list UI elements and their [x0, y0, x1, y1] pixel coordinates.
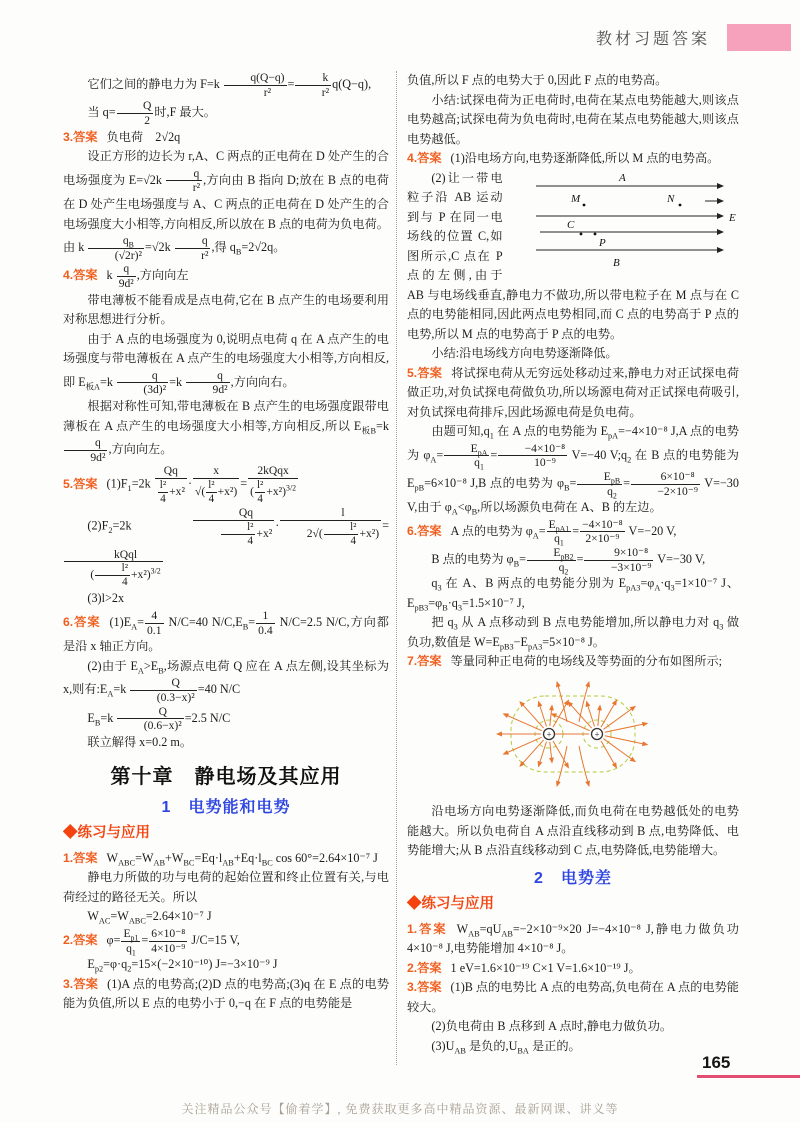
answer-label: 5.答案 [407, 365, 443, 380]
left-column [63, 71, 397, 1065]
answer-paragraph: 6.答案 $(1)E_A=$ $\frac{4}{0.1}$ N/C=40 $N/C,E_B=$ $\frac{1}{0.4}$ N/C=2.5 N/C,方向都是沿 x 轴正方向。 [63, 608, 389, 654]
figure-container [407, 676, 739, 799]
paragraph: 联立解得 x=0.2 m。 [87, 734, 193, 749]
page-header [596, 24, 791, 51]
paragraph: 带电薄板不能看成是点电荷,它在 B 点产生的电场要利用对称思想进行分析。 [63, 292, 389, 327]
answer-label: 1.答案 [63, 850, 98, 865]
svg-text:+: + [546, 729, 552, 740]
svg-text:A: A [619, 171, 626, 184]
paragraph: 它们之间的静电力为 F=k $\frac{q(Q-q)}{\text{r²}}$ = $\frac{k}{\text{r²}}$ q(Q−q), [87, 71, 372, 99]
answer-label: 3.答案 [63, 129, 98, 144]
paragraph: $q_3$ 在 A、B 两点的电势能分别为 $E_{pA3}=\varphi_A\cdot q_3=1\times 10^{-7}$ J、$E_{pB3}=\varphi_B\cdot q_3=1.5\times 10^{-7}$ J, [407, 576, 739, 613]
svg-text:B: B [613, 256, 620, 269]
paragraph: 由题可知$,q_1$ 在 A 点的电势能为 $E_{pA}=-4\times 10^{-8}$ J,A 点的电势为 $\varphi_A=$ $\frac{E_{pA}}{q_1}$ = $\frac{\text{−4×10⁻⁸}}{\text{10⁻⁹}}$ V=−40 $V;q_2$ 在 B 点的电势能为 $E_{pB}=6\times 10^{-8}$ J,B 点的电势为 $\varphi_B=$ $\frac{E_{pB}}{q_2}$ = $\frac{\text{6×10⁻⁸}}{\text{−2×10⁻⁹}}$ V=−30 V,由于 $\varphi_A<\varphi_B$,所以场源负电荷在 A、B 的左边。 [407, 424, 739, 517]
answer-label: 3.答案 [63, 976, 99, 991]
paragraph: 根据对称性可知,带电薄板在 B 点产生的电场强度跟带电薄板在 A 点产生的电场强度大小相等,方向相反,所以 $E_{板B}=k$ $\frac{q}{\text{9d²}}$ ,方向向左。 [63, 399, 389, 464]
answer-label: 2.答案 [407, 960, 442, 975]
paragraph: 小结:试探电荷为正电荷时,电荷在某点电势能越大,则该点电势越高;试探电荷为负电荷时,电荷在某点电势能越大,则该点电势越低。 [407, 92, 739, 146]
svg-text:C: C [567, 218, 575, 231]
paragraph: A M N E C P B (2)让一带电粒子沿 AB 运动到与 P 在同一电场线的位置 C,如图所示,C 点在 P 点的左侧,由于 AB 与电场线垂直,静电力不做功,所以带电粒子在 M 点与在 C 点的电势能相同,因此两点电势相同,而 C 点的电势高于 P 点的电势,所以 M 点的电势高于 P 点的电势。 [407, 170, 739, 341]
exercise-subheading: ◆练习与应用 [63, 825, 150, 842]
answer-paragraph: 3.答案 (1)A 点的电势高;(2)D 点的电势高;(3)q 在 E 点的电势能为负值,所以 E 点的电势小于 0,−q 在 F 点的电势能是 [63, 976, 390, 1011]
answer-label: 2.答案 [63, 932, 98, 947]
paragraph: (2)由于 $E_A>E_B$,场源点电荷 Q 应在 A 点左侧,设其坐标为 x,则有$:E_A=k$ $\frac{Q}{\text{(0.3−x)²}}$ =40 N/C [63, 658, 390, 704]
page-header-title: 教材习题答案 [595, 31, 710, 48]
paragraph: $W_{AC}=W_{ABC}=2.64\times 10^{-7}$ J [87, 909, 212, 926]
answer-label: 6.答案 [63, 614, 101, 629]
paragraph: 静电力所做的功与电荷的起始位置和终止位置有关,与电荷经过的路径无关。所以 [63, 870, 389, 904]
svg-text:M: M [571, 192, 581, 205]
paragraph: 负值,所以 F 点的电势大于 0,因此 F 点的电势高。 [407, 73, 668, 87]
paragraph: B 点的电势为 $\varphi_B=$ $\frac{E_{pB2}}{q_2}$ = $\frac{\text{9×10⁻⁸}}{\text{−3×10⁻⁹}}$ V=−30 V, [431, 546, 706, 577]
answer-paragraph: 7.答案 等量同种正电荷的电场线及等势面的分布如图所示; [407, 654, 723, 669]
paragraph: $(3)U_{AB}$ 是负的$,U_{BA}$ 是正的。 [431, 1038, 581, 1056]
answer-label: 5.答案 [63, 477, 98, 492]
header-accent-box [727, 24, 791, 51]
paragraph: 设正方形的边长为 r,A、C 两点的正电荷在 D 处产生的合电场强度为 E=√2k $\frac{q}{\text{r²}}$ ,方向由 B 指向 D;放在 B 点的电荷在 D 处产生电场强度与 A、C 两点的正电荷在 D 处产生的合电场强度大小相等,方向相反,所以放在 B 点的电荷为负电荷。由 k $\frac{q_B}{\text{(√2r)²}}$ =√2k $\frac{q}{\text{r²}}$ ,得 $q_B=2√2q$。 [63, 149, 389, 262]
paragraph: $E_{p2}=\varphi\cdot q_2=15\times(-2\times 10^{-10})$ J=−3×10⁻⁹ J [87, 957, 278, 974]
answer-label: 1.答案 [407, 921, 448, 936]
answer-paragraph: 1.答案 $W_{AB}=qU_{AB}=-2\times 10^{-9}\times 20$ J=−4×10⁻⁸ J,静电力做负功 4×10⁻⁸ J,电势能增加 4×10⁻⁸ J。 [407, 921, 739, 956]
paragraph: 由于 A 点的电场强度为 0,说明点电荷 q 在 A 点产生的电场强度与带电薄板在 A 点产生的电场强度大小相等,方向相反,即 $E_{板A}=k$ $\frac{q}{\text{(3d)²}}$ =k $\frac{q}{\text{9d²}}$ ,方向向右。 [63, 331, 389, 397]
answer-label: 3.答案 [407, 980, 442, 995]
answer-paragraph: 2.答案 1 eV=1.6×10⁻¹⁹ C×1 V=1.6×10⁻¹⁹ J。 [407, 960, 641, 975]
answer-paragraph: 2.答案 φ= $\frac{E_{p1}}{q_1}$ = $\frac{\text{6×10⁻⁸}}{\text{4×10⁻⁹}}$ J/C=15 V, [63, 926, 240, 957]
answer-paragraph: 1.答案 $W_{ABC}=W_{AB}+W_{BC}=Eq\cdot l_{AB}+Eq\cdot l_{BC}$ cos 60°=2.64×10⁻⁷ J [63, 850, 378, 868]
answer-paragraph: 6.答案 A 点的电势为 $\varphi_A=$ $\frac{E_{pA1}}{q_1}$ = $\frac{\text{−4×10⁻⁸}}{\text{2×10⁻⁹}}$ V=−20 V, [407, 517, 677, 548]
footer-note: 关注精品公众号【偷着学】, 免费获取更多高中精品资源、最新网课、讲义等 [181, 1102, 619, 1116]
page-number: 165 [697, 1053, 800, 1078]
paragraph: (3)l>2x [87, 591, 125, 606]
floated-figure [509, 171, 739, 276]
answer-paragraph: 5.答案 将试探电荷从无穷远处移动过来,静电力对正试探电荷做正功,对负试探电荷做负功,所以场源电荷对正试探电荷吸引,对负试探电荷排斥,因此场源电荷是负电荷。 [407, 365, 739, 419]
answer-label: 6.答案 [407, 523, 442, 538]
paragraph: (2)负电荷由 B 点移到 A 点时,静电力做负功。 [431, 1019, 673, 1034]
answer-label: 4.答案 [407, 151, 442, 165]
answer-paragraph: 4.答案 (1)沿电场方向,电势逐渐降低,所以 M 点的电势高。 [407, 151, 720, 165]
section-title: 1 电势能和电势 [161, 798, 291, 816]
paragraph: $(2)F_2=2k$ Qq $\frac{\text{l²}}{4}$ +x² · l 2√( $\frac{\text{l²}}{4}$ +x²) = kQql ( $\frac{\text{l²}}{4}$ +x²)$^{3/2}$ [63, 506, 389, 589]
page-content [63, 71, 739, 1065]
answer-label: 7.答案 [407, 654, 442, 669]
field-lines-diagram [533, 171, 739, 269]
equal-charges-figure [483, 676, 663, 792]
exercise-subheading: ◆练习与应用 [407, 896, 494, 913]
right-column [397, 71, 739, 1065]
paragraph: 沿电场方向电势逐渐降低,而负电荷在电势越低处的电势能越大。所以负电荷自 A 点沿直线移动到 B 点,电势降低、电势能增大;从 B 点沿直线移动到 C 点,电势降低,电势能增大。 [407, 804, 739, 858]
answer-label: 4.答案 [63, 268, 98, 283]
chapter-title: 第十章 静电场及其应用 [110, 766, 342, 789]
answer-paragraph: 5.答案 $(1)F_1=2k$ Qq $\frac{\text{l²}}{4}$ +x² · x √( $\frac{\text{l²}}{4}$ +x²) = 2kQqx ( $\frac{\text{l²}}{4}$ +x²)$^{3/2}$ [63, 464, 297, 506]
paragraph: 当 q= $\frac{Q}{2}$ 时,F 最大。 [87, 99, 216, 128]
svg-text:N: N [667, 192, 675, 205]
svg-text:P: P [599, 236, 606, 249]
answer-paragraph: 3.答案 负电荷 2√2q [63, 129, 181, 144]
answer-paragraph: 3.答案 (1)B 点的电势比 A 点的电势高,负电荷在 A 点的电势能较大。 [407, 980, 739, 1014]
section-title: 2 电势差 [534, 869, 612, 887]
svg-text:+: + [594, 729, 600, 740]
svg-text:E: E [729, 211, 736, 224]
answer-paragraph: 4.答案 k $\frac{q}{\text{9d²}}$ ,方向向左 [63, 262, 189, 291]
paragraph: $E_B=k$ $\frac{Q}{\text{(0.6−x)²}}$ =2.5 N/C [87, 704, 231, 733]
paragraph: 小结:沿电场线方向电势逐渐降低。 [431, 346, 618, 360]
paragraph: 把 $q_3$ 从 A 点移动到 B 点电势能增加,所以静电力对 $q_3$ 做负功,数值是 $W=E_{pB3}-E_{pA3}=5\times 10^{-8}$ J。 [407, 615, 739, 652]
